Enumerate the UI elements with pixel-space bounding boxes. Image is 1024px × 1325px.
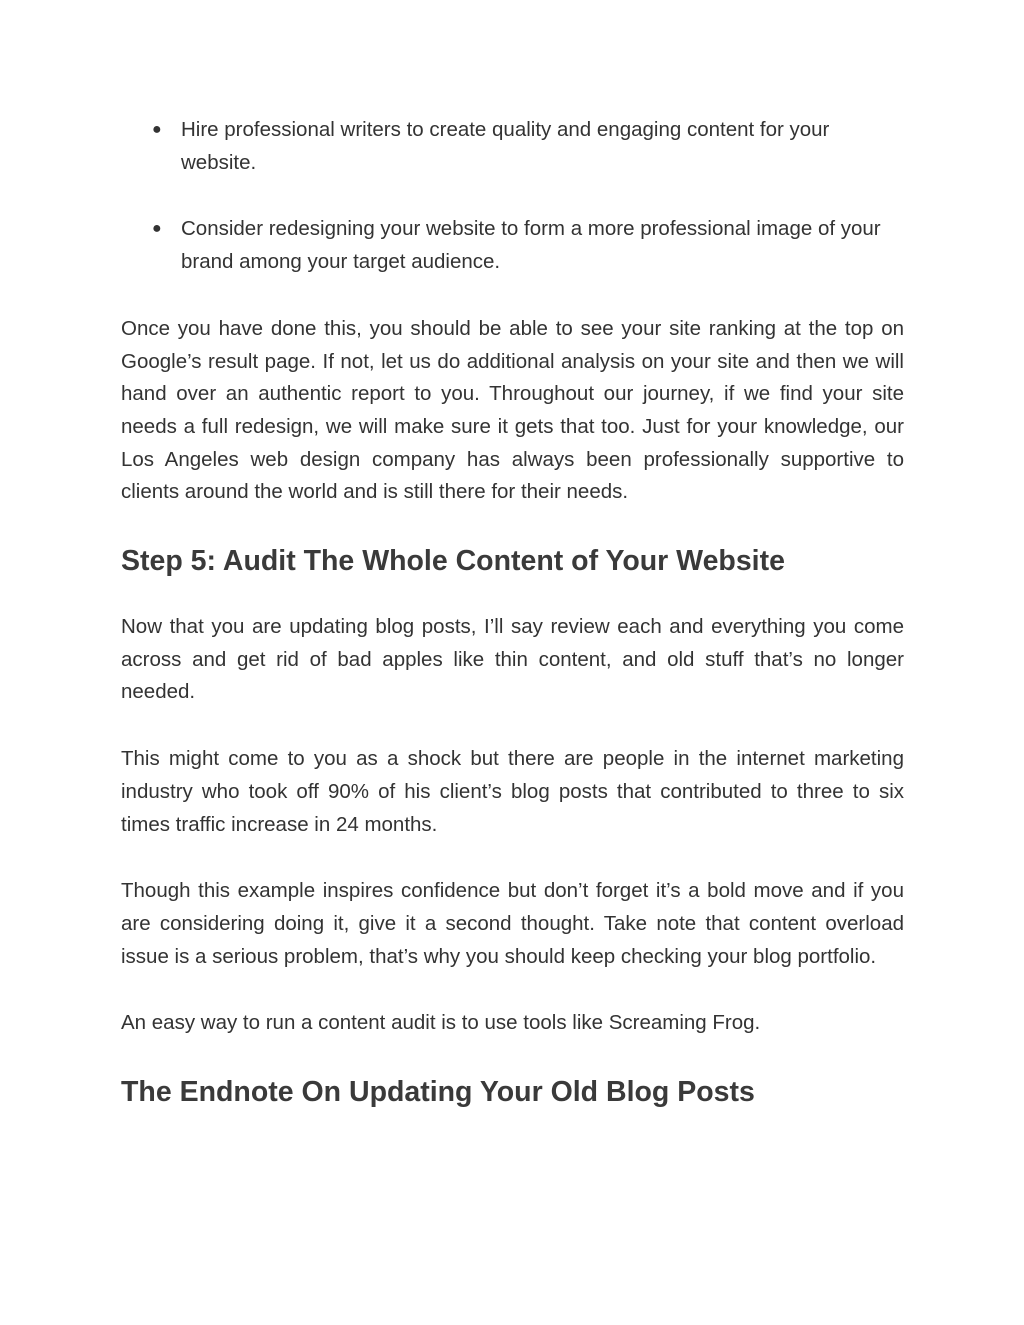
bullet-icon: ● (152, 121, 162, 138)
intro-paragraph: Once you have done this, you should be able to see your site ranking at the top on Google’s result page. If not, let us do additional analysis on your site and then we will hand over an authentic report to you. Throughout our journey, if we find your site needs a full redesign, we will make sure it gets that too. Just for your knowledge, our Los Angeles web design company has always been professionally supportive to clients around the world and is still there for their needs. (121, 316, 904, 504)
step5-paragraph: This might come to you as a shock but there are people in the internet marketing industry who took off 90% of his client’s blog posts that contributed to three to six times traffic increase in 24 months. (121, 747, 904, 836)
step5-heading: Step 5: Audit The Whole Content of Your Website (121, 545, 785, 578)
document-page (121, 114, 904, 1142)
endnote-heading: The Endnote On Updating Your Old Blog Posts (121, 1076, 755, 1109)
step5-paragraph: An easy way to run a content audit is to use tools like Screaming Frog. (121, 1011, 761, 1035)
step5-paragraph: Now that you are updating blog posts, I’ll say review each and everything you come across and get rid of bad apples like thin content, and old stuff that’s no longer needed. (121, 615, 904, 704)
bullet-item (121, 213, 904, 278)
bullet-icon: ● (152, 220, 162, 238)
bullet-list (121, 114, 904, 279)
bullet-item (121, 114, 904, 179)
bullet-text: Hire professional writers to create quality and engaging content for your website. (181, 118, 830, 174)
step5-paragraph: Though this example inspires confidence but don’t forget it’s a bold move and if you are considering doing it, give it a second thought. Take note that content overload issue is a serious problem, that’s why you should keep checking your blog portfolio. (121, 879, 904, 968)
bullet-text: Consider redesigning your website to form a more professional image of your brand among your target audience. (181, 217, 881, 274)
